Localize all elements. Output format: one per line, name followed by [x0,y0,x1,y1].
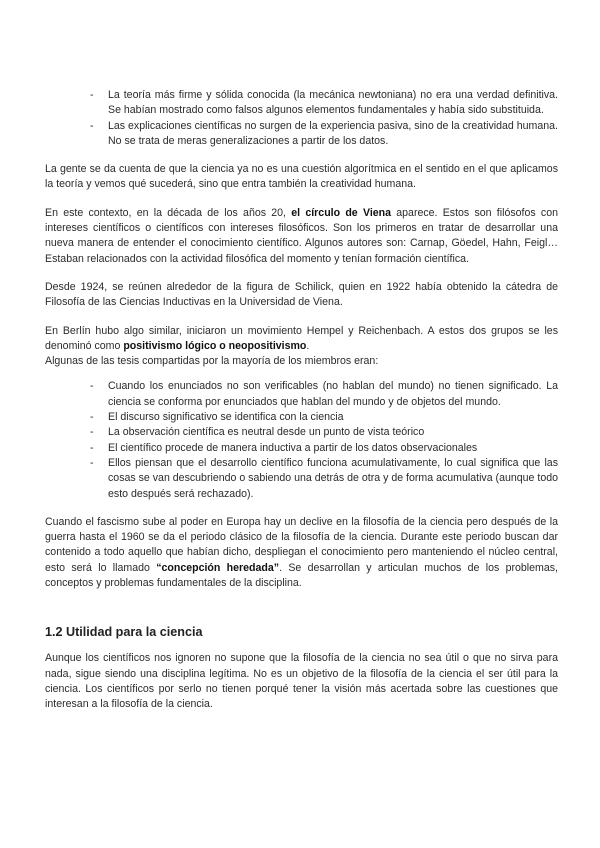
bold-term: el círculo de Viena [291,206,392,219]
dash-marker: - [90,456,94,469]
document-page [45,88,558,713]
paragraph-schilick: Desde 1924, se reúnen alrededor de la figura de Schilick, quien en 1922 había obtenido la cátedra de Filosofía de las Ciencias Inductivas en la Universidad de Viena. [45,280,558,309]
list-item: - Las explicaciones científicas no surgen de la experiencia pasiva, sino de la creatividad humana. No se trata de meras generalizaciones a partir de los datos. [90,119,558,147]
bullet-list-revisions [45,88,558,149]
dash-marker: - [90,441,94,454]
dash-marker: - [90,119,94,132]
list-item: - El discurso significativo se identifica con la ciencia [108,410,558,425]
paragraph-vienna-circle: En este contexto, en la década de los años 20, el círculo de Viena aparece. Estos son filósofos con intereses científicos o científicos con intereses filosóficos. Son los primeros en tratar de desarrollar una nueva manera de entender el conocimiento científico. Algunos autores son: Carnap, Göedel, Hahn, Feigl… Estaban relacionados con la actividad filosófica del momento y tenían formación científica. [45,206,558,265]
paragraph-berlin: En Berlín hubo algo similar, iniciaron un movimiento Hempel y Reichenbach. A estos dos grupos se les denominó como positivismo lógico o neopositivismo. Algunas de las tesis compartidas por la mayoría de los miembros eran: [45,324,558,368]
dash-marker: - [90,411,94,424]
list-item: - Cuando los enunciados no son verificables (no hablan del mundo) no tienen significado. La ciencia se conforma por enunciados que hablan del mundo y de objetos del mundo. [90,380,558,408]
dash-marker: - [90,89,94,101]
bold-term: “concepción heredada” [156,561,280,574]
list-item: - La teoría más firme y sólida conocida (la mecánica newtoniana) no era una verdad definitiva. Se habían mostrado como falsos algunos elementos fundamentales y había sido substituida. [90,89,558,117]
section-heading: 1.2 Utilidad para la ciencia [45,625,203,640]
paragraph-creativity: La gente se da cuenta de que la ciencia ya no es una cuestión algorítmica en el sentido en el que aplicamos la teoría y vemos qué sucederá, sino que entra también la creatividad humana. [45,163,558,191]
bold-term: positivismo lógico o neopositivismo [123,339,307,352]
list-item: - El científico procede de manera inductiva a partir de los datos observacionales [108,441,558,456]
dash-marker: - [90,380,94,393]
list-item: - Ellos piensan que el desarrollo científico funciona acumulativamente, lo cual significa que las cosas se van descubriendo o sabiendo una detrás de otra y de forma acumulativa (aunque todo esto después será rechazado). [90,456,558,500]
paragraph-utility: Aunque los científicos nos ignoren no supone que la filosofía de la ciencia no sea útil o que no sirva para nada, sigue siendo una disciplina legítima. No es un objetivo de la filosofía de la ciencia el ser útil para la ciencia. Los científicos por serlo no tienen porqué tener la visión más acertada sobre las cuestiones que interesan a la filosofía de la ciencia. [45,652,558,711]
paragraph-fascism: Cuando el fascismo sube al poder en Europa hay un declive en la filosofía de la ciencia pero después de la guerra hasta el 1960 se da el periodo clásico de la filosofía de la ciencia. Durante este periodo buscan dar contenido a todo aquello que habían dicho, despliegan el conocimiento pero manteniendo el núcleo central, esto será lo llamado “concepción heredada”. Se desarrollan y articulan muchos de los problemas, conceptos y problemas fundamentales de la disciplina. [45,515,558,590]
list-item: - La observación científica es neutral desde un punto de vista teórico [108,425,558,440]
dash-marker: - [90,426,94,439]
bullet-list-theses [45,379,558,501]
